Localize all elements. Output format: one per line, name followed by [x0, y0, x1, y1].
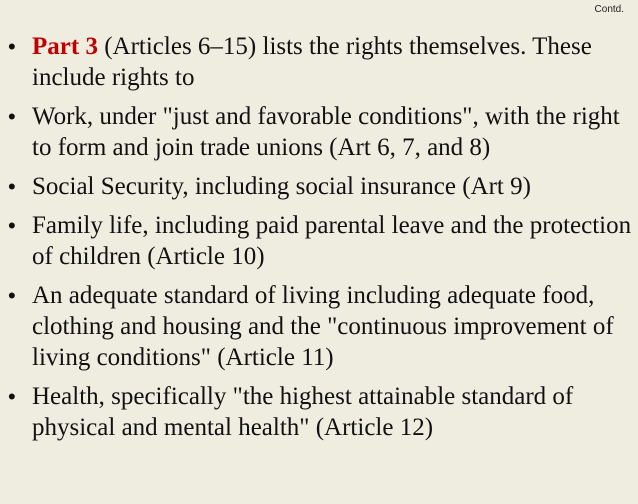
bullet-text: An adequate standard of living including adequate food, clothing and housing and the "continuous improvement of living conditions" (Article 11) — [32, 282, 614, 371]
bullet-item-work — [8, 101, 634, 163]
bullet-dot-icon: • — [8, 283, 16, 308]
bullet-dot-icon: • — [8, 104, 16, 129]
bullet-text: (Articles 6–15) lists the rights themselves. These include rights to — [32, 33, 592, 91]
bullet-dot-icon: • — [8, 213, 16, 238]
bullet-text: Social Security, including social insurance (Art 9) — [32, 173, 531, 200]
contd-label: Contd. — [594, 4, 624, 15]
bullet-dot-icon: • — [8, 174, 16, 199]
bullet-item-family-life — [8, 210, 634, 272]
bullet-text: Family life, including paid parental leave and the protection of children (Article 10) — [32, 212, 632, 270]
bullet-dot-icon: • — [8, 384, 16, 409]
bullet-item-part3 — [8, 31, 634, 93]
bullet-text: Work, under "just and favorable conditions", with the right to form and join trade unions (Art 6, 7, and 8) — [32, 103, 620, 161]
bullet-item-living-standard — [8, 280, 634, 373]
bullet-item-health — [8, 381, 634, 443]
bullet-item-social-security — [8, 171, 634, 202]
bullet-list — [8, 31, 634, 451]
bullet-text: Health, specifically "the highest attainable standard of physical and mental health" (Article 12) — [32, 383, 574, 441]
bullet-dot-icon: • — [8, 34, 16, 59]
part-label: Part 3 — [32, 33, 98, 60]
